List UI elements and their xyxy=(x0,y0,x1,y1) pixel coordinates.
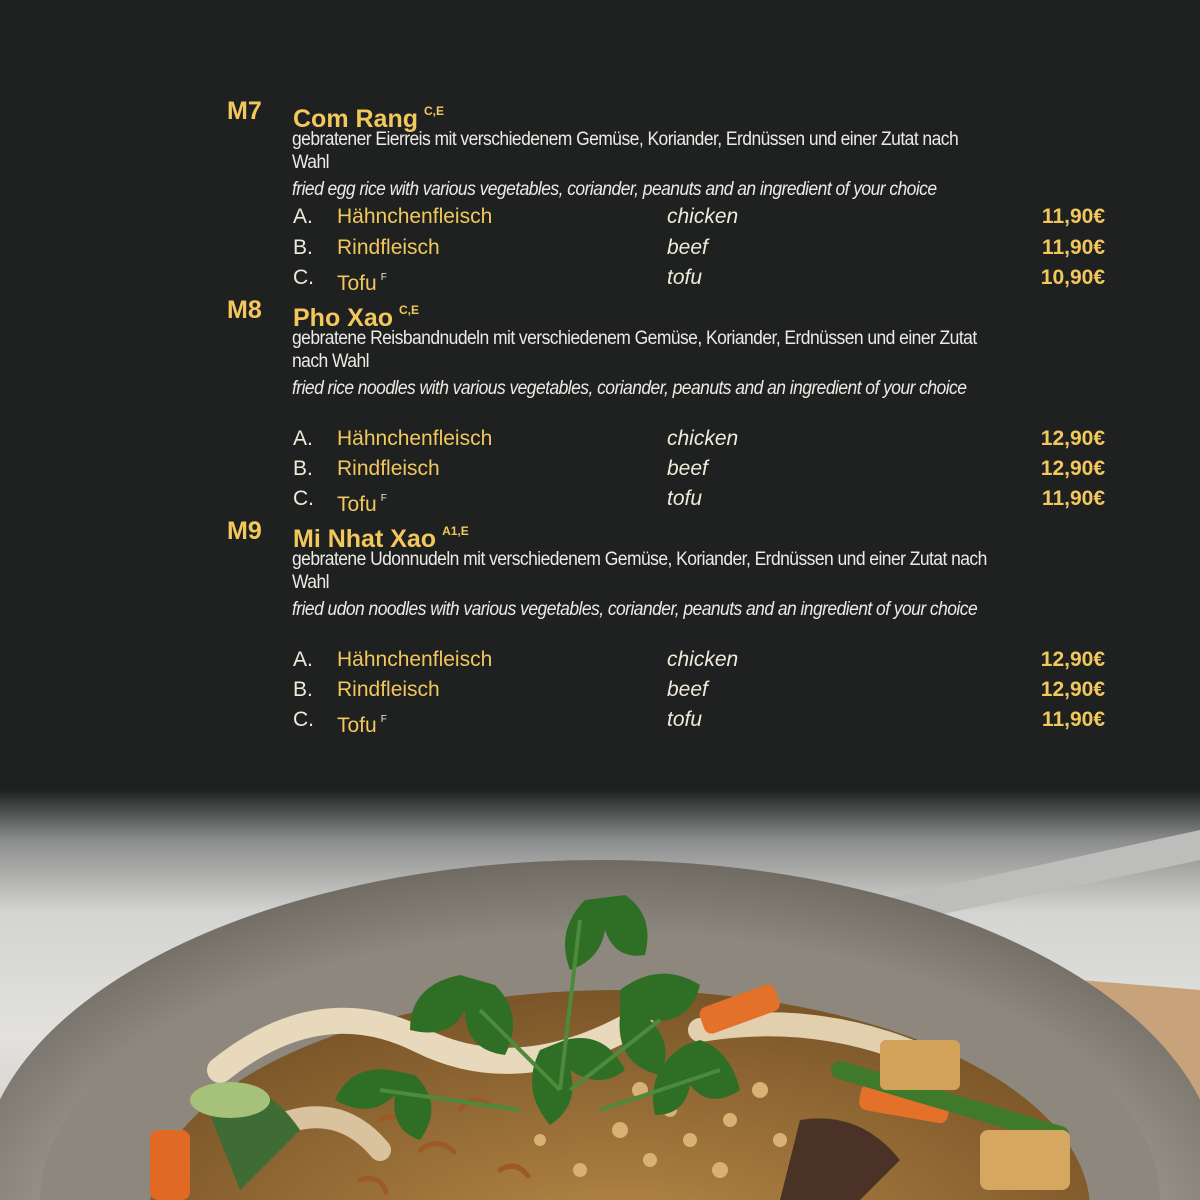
item-code: M7 xyxy=(227,97,262,125)
item-description-de: gebratene Udonnudeln mit verschiedenem Gemüse, Koriander, Erdnüssen und einer Zutat nach Wahl xyxy=(292,549,987,593)
option-price: 11,90€ xyxy=(1041,205,1105,228)
option-name-de-text: Rindfleisch xyxy=(337,457,440,480)
option-name-de xyxy=(337,675,440,705)
option-price: 12,90€ xyxy=(1040,457,1105,480)
item-description-en: fried udon noodles with various vegetables, coriander, peanuts and an ingredient of your choice xyxy=(292,599,978,620)
option-allergen: F xyxy=(380,493,387,504)
item-name-text: Com Rang xyxy=(293,105,418,133)
option-price: 12,90€ xyxy=(1040,678,1105,701)
option-name-en: chicken xyxy=(667,427,739,450)
option-price: 12,90€ xyxy=(1040,648,1105,671)
option-allergen: F xyxy=(380,714,387,725)
noodle-bowl-illustration xyxy=(0,790,1200,1200)
option-name-en: chicken xyxy=(667,648,739,671)
option-name-en: beef xyxy=(667,457,708,480)
option-name-de-text: Rindfleisch xyxy=(337,678,440,701)
item-description-en: fried egg rice with various vegetables, coriander, peanuts and an ingredient of your choice xyxy=(292,179,937,200)
option-price: 10,90€ xyxy=(1040,266,1105,289)
option-letter: C. xyxy=(293,708,314,731)
option-name-en: beef xyxy=(667,678,708,701)
option-price: 11,90€ xyxy=(1041,708,1105,731)
item-allergens: A1,E xyxy=(442,524,469,538)
item-name-text: Pho Xao xyxy=(293,304,394,332)
option-row xyxy=(0,645,1200,675)
option-letter: B. xyxy=(293,236,313,259)
option-row xyxy=(0,484,1200,514)
option-name-en: tofu xyxy=(667,487,703,510)
item-allergens: C,E xyxy=(399,303,420,317)
option-name-de xyxy=(337,263,387,299)
option-name-de xyxy=(337,424,492,454)
option-row xyxy=(0,202,1200,232)
option-name-de-text: Hähnchenfleisch xyxy=(337,427,493,450)
option-name-en: tofu xyxy=(667,266,703,289)
option-price: 11,90€ xyxy=(1041,236,1105,259)
item-code: M9 xyxy=(227,517,262,545)
option-letter: A. xyxy=(293,648,313,671)
option-letter: B. xyxy=(293,457,313,480)
option-name-en: tofu xyxy=(667,708,703,731)
option-price: 11,90€ xyxy=(1041,487,1105,510)
option-name-de xyxy=(337,645,492,675)
option-name-de-text: Hähnchenfleisch xyxy=(337,205,493,228)
item-allergens: C,E xyxy=(424,104,445,118)
option-name-de-text: Rindfleisch xyxy=(337,236,440,259)
option-row xyxy=(0,454,1200,484)
option-row xyxy=(0,675,1200,705)
option-name-de-text: Tofu xyxy=(337,714,377,737)
option-letter: B. xyxy=(293,678,313,701)
item-description-de: gebratene Reisbandnudeln mit verschiedenem Gemüse, Koriander, Erdnüssen und einer Zutat nach Wahl xyxy=(292,328,977,372)
option-name-de xyxy=(337,484,387,520)
option-name-de-text: Tofu xyxy=(337,493,377,516)
option-name-de xyxy=(337,454,440,484)
option-name-de xyxy=(337,705,387,741)
item-description-de: gebratener Eierreis mit verschiedenem Gemüse, Koriander, Erdnüssen und einer Zutat nach Wahl xyxy=(292,129,959,173)
option-name-de xyxy=(337,202,492,232)
option-letter: A. xyxy=(293,205,313,228)
option-name-de xyxy=(337,233,440,263)
option-row xyxy=(0,233,1200,263)
option-row xyxy=(0,263,1200,293)
option-name-de-text: Hähnchenfleisch xyxy=(337,648,493,671)
option-letter: A. xyxy=(293,427,313,450)
option-row xyxy=(0,705,1200,735)
option-letter: C. xyxy=(293,266,314,289)
item-code: M8 xyxy=(227,296,262,324)
item-description-en: fried rice noodles with various vegetables, coriander, peanuts and an ingredient of your choice xyxy=(292,378,967,399)
option-allergen: F xyxy=(380,272,387,283)
option-letter: C. xyxy=(293,487,314,510)
option-name-en: chicken xyxy=(667,205,739,228)
noodle-bowl-photo xyxy=(0,790,1200,1200)
option-name-en: beef xyxy=(667,236,708,259)
item-name-text: Mi Nhat Xao xyxy=(293,525,437,553)
option-price: 12,90€ xyxy=(1040,427,1105,450)
option-row xyxy=(0,424,1200,454)
option-name-de-text: Tofu xyxy=(337,272,377,295)
